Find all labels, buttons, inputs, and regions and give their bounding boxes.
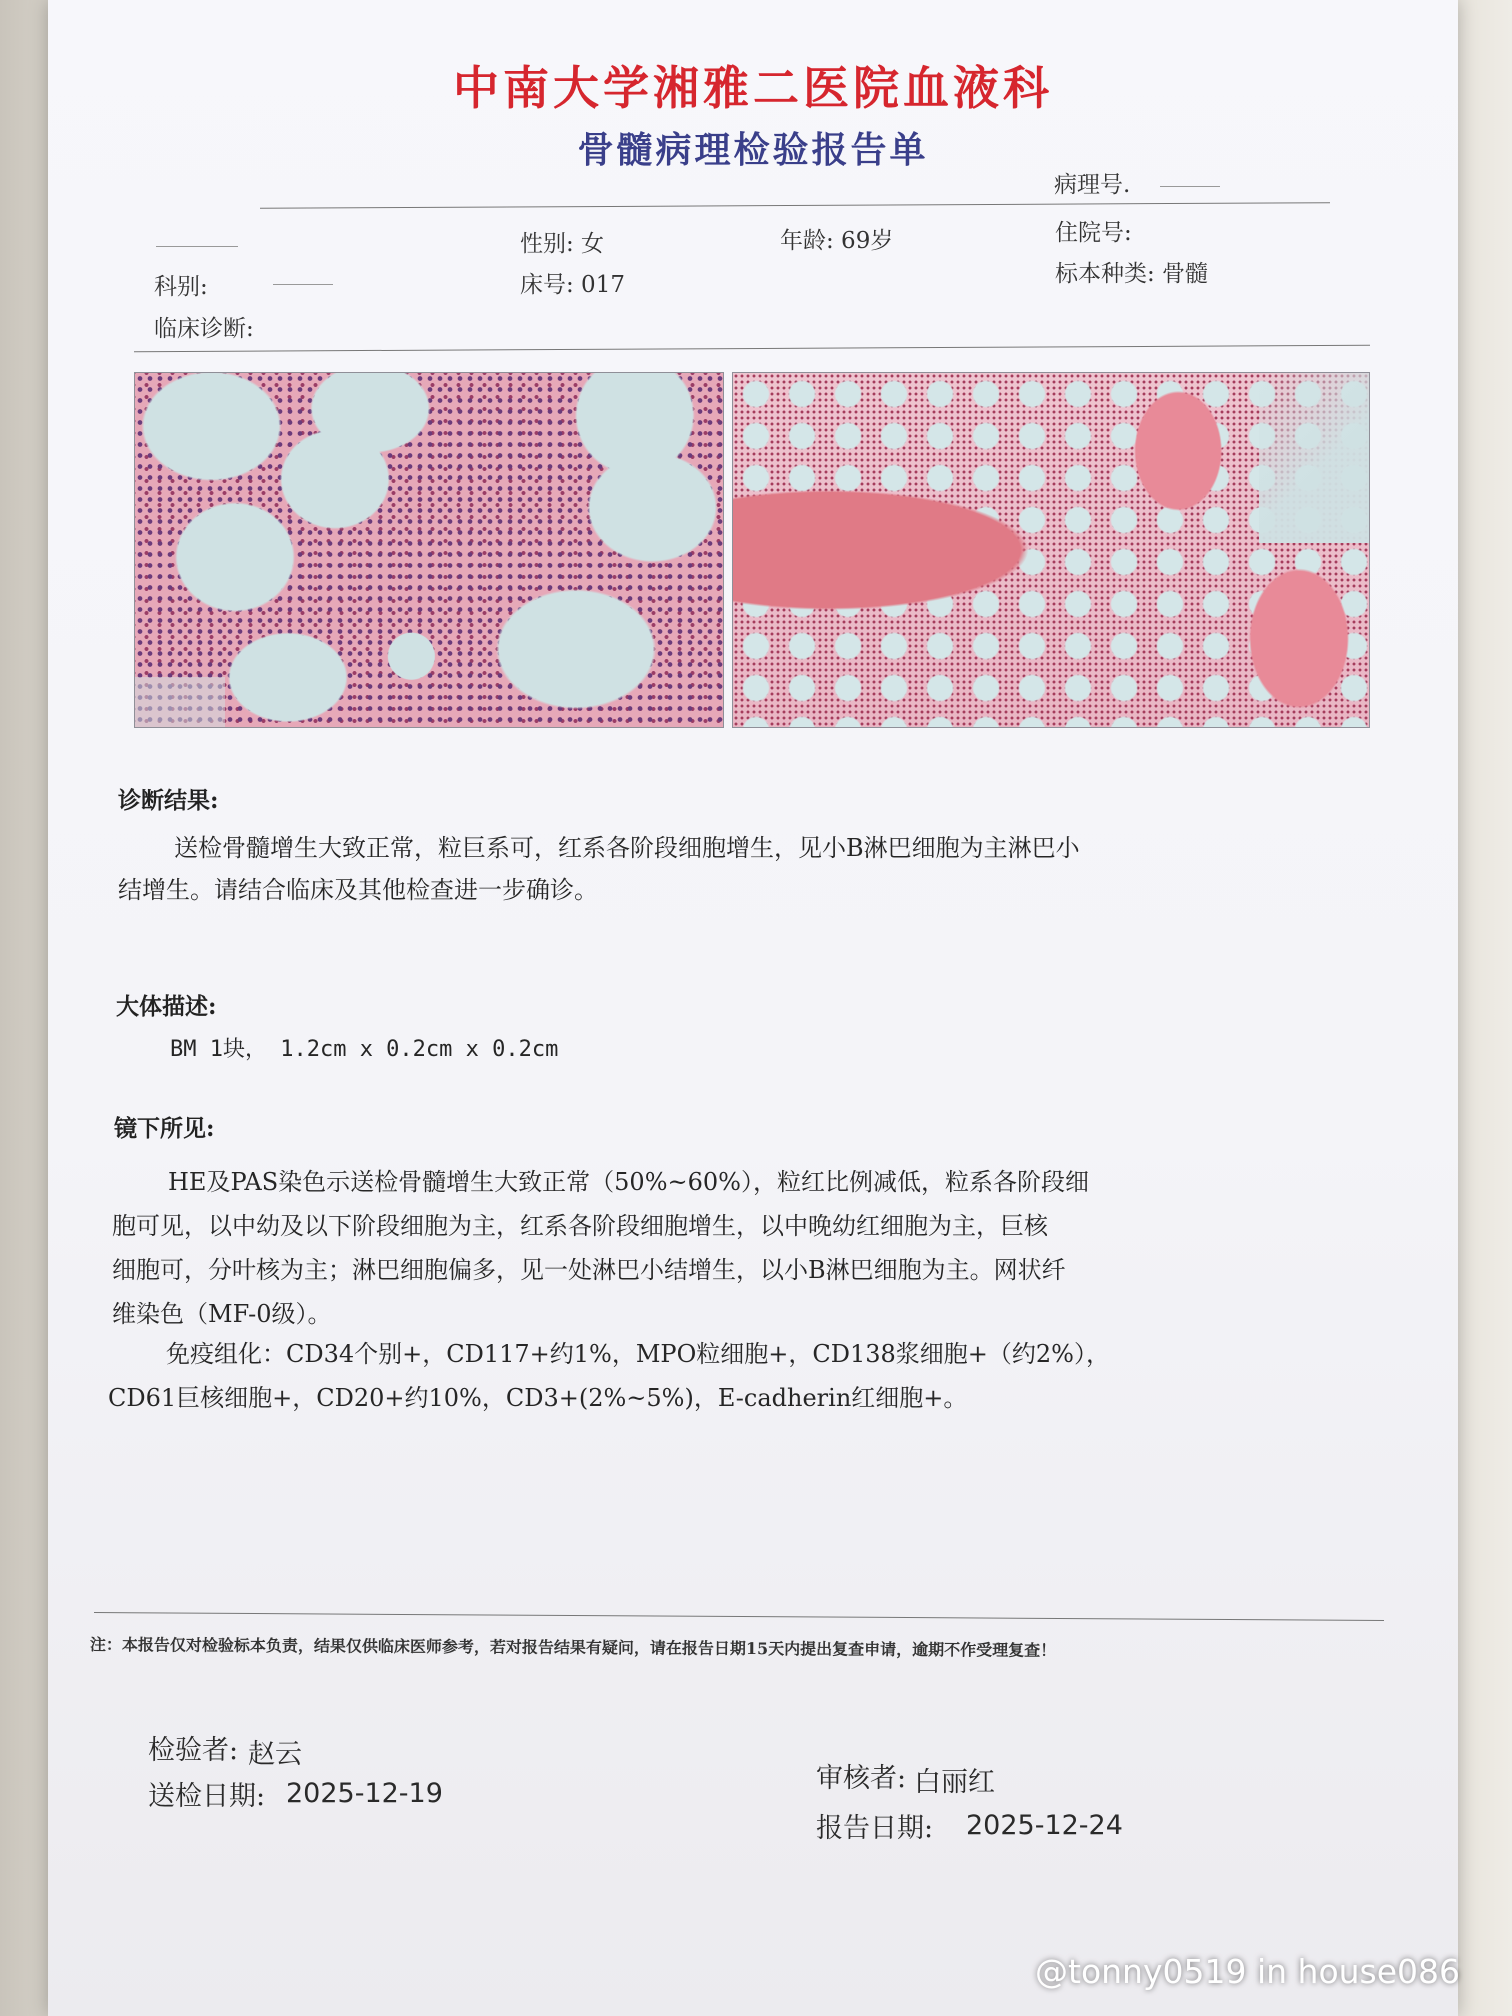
report-paper — [48, 0, 1461, 2016]
submit-date-label: 送检日期: — [148, 1781, 266, 1812]
gross-description: BM 1块， 1.2cm x 0.2cm x 0.2cm — [170, 1037, 559, 1062]
immunohistochemistry-line: CD61巨核细胞+，CD20+约10%，CD3+(2%~5%)，E-cadherin红细胞+。 — [108, 1384, 968, 1412]
microscopic-line: 细胞可，分叶核为主；淋巴细胞偏多，见一处淋巴小结增生，以小B淋巴细胞为主。网状纤 — [112, 1256, 1066, 1284]
report-title: 骨髓病理检验报告单 — [577, 129, 929, 171]
diagnosis-line: 送检骨髓增生大致正常，粒巨系可，红系各阶段细胞增生，见小B淋巴细胞为主淋巴小 — [174, 834, 1080, 862]
gender-field: 性别: 女 — [520, 231, 605, 257]
specimen-field: 标本种类: 骨髓 — [1055, 261, 1209, 287]
microscopic-line: HE及PAS染色示送检骨髓增生大致正常（50%~60%），粒红比例减低，粒系各阶段细 — [168, 1168, 1089, 1196]
submit-date: 2025-12-19 — [286, 1778, 443, 1809]
redacted-department — [273, 284, 333, 285]
redacted-name — [156, 246, 238, 247]
micrograph-left — [134, 372, 724, 728]
microscopic-line: 维染色（MF-0级）。 — [112, 1300, 332, 1328]
report-date: 2025-12-24 — [966, 1810, 1123, 1841]
immunohistochemistry-line: 免疫组化：CD34个别+，CD117+约1%，MPO粒细胞+，CD138浆细胞+（约2%）， — [166, 1340, 1110, 1368]
bed-field: 床号: 017 — [520, 272, 625, 298]
info-rule — [134, 345, 1370, 352]
examiner-label: 检验者: — [148, 1735, 239, 1766]
microscopic-line: 胞可见，以中幼及以下阶段细胞为主，红系各阶段细胞增生，以中晚幼红细胞为主，巨核 — [112, 1212, 1048, 1240]
watermark-text: @tonny0519 in house086 — [1035, 1952, 1461, 1991]
reviewer-name: 白丽红 — [914, 1767, 995, 1798]
hospital-title: 中南大学湘雅二医院血液科 — [453, 61, 1053, 115]
disclaimer-note: 注：本报告仅对检验标本负责，结果仅供临床医师参考，若对报告结果有疑问，请在报告日期15天内提出复查申请，逾期不作受理复查！ — [89, 1635, 1057, 1660]
header-rule — [260, 202, 1330, 209]
microscopic-heading: 镜下所见: — [114, 1115, 215, 1142]
pathology-number-label: 病理号. — [1054, 172, 1131, 198]
examiner-name: 赵云 — [248, 1739, 302, 1770]
inpatient-number-field: 住院号: — [1055, 220, 1132, 246]
age-field: 年龄: 69岁 — [780, 228, 894, 254]
gross-heading: 大体描述: — [116, 993, 217, 1020]
department-field: 科别: — [154, 274, 208, 300]
reviewer-label: 审核者: — [816, 1763, 907, 1794]
redacted-pathology-number — [1160, 186, 1220, 187]
footer-rule — [94, 1612, 1384, 1621]
clinical-diagnosis-field: 临床诊断: — [154, 316, 254, 342]
diagnosis-heading: 诊断结果: — [118, 787, 219, 814]
diagnosis-line: 结增生。请结合临床及其他检查进一步确诊。 — [118, 876, 598, 904]
micrograph-right — [732, 372, 1370, 728]
report-date-label: 报告日期: — [816, 1813, 934, 1844]
